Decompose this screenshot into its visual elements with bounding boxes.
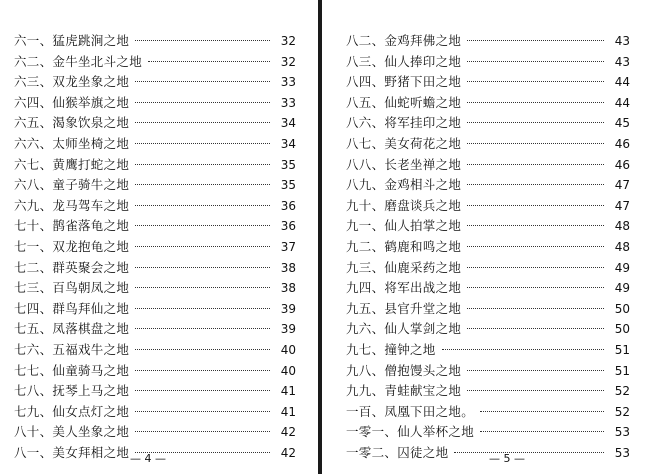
toc-entry — [346, 381, 630, 402]
dot-leader — [135, 431, 270, 432]
toc-entry-page: 53 — [614, 445, 630, 460]
toc-entry — [14, 155, 296, 176]
toc-entry-title: 九八、僧抱馒头之地 — [346, 362, 462, 378]
dot-leader — [135, 349, 270, 350]
toc-entry-page: 40 — [280, 342, 296, 357]
toc-list-right — [346, 31, 630, 463]
toc-entry-title: 七二、群英聚会之地 — [14, 259, 130, 275]
toc-entry — [14, 381, 296, 402]
toc-entry — [14, 361, 296, 382]
dot-leader — [467, 328, 604, 329]
toc-entry-page: 35 — [280, 157, 296, 172]
toc-entry-page: 36 — [280, 198, 296, 213]
toc-entry-page: 33 — [280, 75, 296, 90]
toc-entry-title: 八六、将军挂印之地 — [346, 115, 462, 131]
toc-entry-page: 38 — [280, 281, 296, 296]
dot-leader — [454, 452, 604, 453]
book-spine — [318, 0, 322, 474]
dot-leader — [442, 349, 604, 350]
toc-entry-title: 八三、仙人捧印之地 — [346, 53, 462, 69]
page-number-left: — 4 — — [130, 452, 166, 465]
dot-leader — [135, 328, 270, 329]
dot-leader — [467, 81, 604, 82]
toc-entry — [346, 443, 630, 464]
dot-leader — [135, 205, 270, 206]
toc-entry-title: 六三、双龙坐象之地 — [14, 74, 130, 90]
dot-leader — [467, 40, 604, 41]
toc-entry-title: 六七、黄鹰打蛇之地 — [14, 156, 130, 172]
toc-entry — [346, 113, 630, 134]
toc-entry — [14, 319, 296, 340]
toc-entry-title: 七四、群鸟拜仙之地 — [14, 300, 130, 316]
toc-entry-title: 一零二、囚徒之地 — [346, 444, 449, 460]
toc-entry-title: 六四、仙猴举旗之地 — [14, 94, 130, 110]
dot-leader — [135, 81, 270, 82]
toc-entry — [14, 402, 296, 423]
toc-entry-page: 52 — [614, 384, 630, 399]
toc-entry — [14, 175, 296, 196]
toc-entry-title: 八二、金鸡拜佛之地 — [346, 33, 462, 48]
toc-entry-page: 49 — [614, 260, 630, 275]
toc-entry — [14, 340, 296, 361]
toc-entry-page: 53 — [614, 425, 630, 440]
toc-entry-title: 六二、金牛坐北斗之地 — [14, 53, 143, 69]
toc-entry — [14, 216, 296, 237]
toc-entry — [14, 422, 296, 443]
dot-leader — [467, 164, 604, 165]
toc-entry — [346, 196, 630, 217]
toc-entry — [346, 422, 630, 443]
toc-entry-page: 35 — [280, 178, 296, 193]
toc-entry — [14, 134, 296, 155]
toc-entry-title: 九二、鹤鹿和鸣之地 — [346, 238, 462, 254]
toc-entry-title: 六五、渴象饮泉之地 — [14, 115, 130, 131]
dot-leader — [467, 184, 604, 185]
toc-entry-page: 47 — [614, 178, 630, 193]
toc-entry-title: 七十、鹊雀落龟之地 — [14, 218, 130, 234]
dot-leader — [467, 370, 604, 371]
toc-entry-title: 七八、抚琴上马之地 — [14, 383, 130, 399]
toc-entry — [14, 196, 296, 217]
toc-entry-title: 八九、金鸡相斗之地 — [346, 177, 462, 193]
toc-entry-page: 40 — [280, 363, 296, 378]
dot-leader — [135, 390, 270, 391]
dot-leader — [135, 102, 270, 103]
toc-entry-title: 八一、美女拜相之地 — [14, 444, 130, 460]
toc-entry-page: 44 — [614, 95, 630, 110]
toc-entry-title: 一百、凤凰下田之地。 — [346, 403, 475, 419]
dot-leader — [135, 246, 270, 247]
toc-entry-title: 一零一、仙人举杯之地 — [346, 424, 475, 440]
toc-entry-page: 44 — [614, 75, 630, 90]
toc-entry-title: 九九、青蛙献宝之地 — [346, 383, 462, 399]
toc-entry — [14, 258, 296, 279]
toc-entry-page: 47 — [614, 198, 630, 213]
toc-entry-title: 七三、百鸟朝凤之地 — [14, 280, 130, 296]
dot-leader — [467, 390, 604, 391]
right-page — [324, 0, 651, 474]
toc-entry-title: 六六、太师坐椅之地 — [14, 135, 130, 151]
toc-entry — [346, 340, 630, 361]
dot-leader — [467, 225, 604, 226]
toc-entry — [346, 175, 630, 196]
dot-leader — [135, 267, 270, 268]
dot-leader — [467, 267, 604, 268]
toc-entry — [14, 278, 296, 299]
toc-entry-page: 34 — [280, 136, 296, 151]
toc-entry-title: 九一、仙人拍掌之地 — [346, 218, 462, 234]
dot-leader — [135, 40, 270, 41]
dot-leader — [135, 143, 270, 144]
toc-entry-page: 51 — [614, 363, 630, 378]
toc-entry-page: 42 — [280, 445, 296, 460]
toc-entry-title: 九五、县官升堂之地 — [346, 300, 462, 316]
dot-leader — [467, 122, 604, 123]
dot-leader — [480, 411, 604, 412]
dot-leader — [135, 308, 270, 309]
toc-entry-title: 七六、五福戏牛之地 — [14, 341, 130, 357]
toc-entry — [346, 402, 630, 423]
toc-entry-title: 九十、磨盘谈兵之地 — [346, 197, 462, 213]
page-number-right: — 5 — — [489, 452, 525, 465]
left-page — [0, 0, 318, 474]
toc-entry-page: 50 — [614, 322, 630, 337]
toc-entry-title: 九四、将军出战之地 — [346, 280, 462, 296]
toc-entry-page: 42 — [280, 425, 296, 440]
toc-entry — [14, 72, 296, 93]
toc-entry-title: 六一、猛虎跳涧之地 — [14, 33, 130, 48]
dot-leader — [148, 61, 270, 62]
toc-entry — [346, 72, 630, 93]
toc-entry-page: 38 — [280, 260, 296, 275]
toc-entry-page: 45 — [614, 116, 630, 131]
toc-entry-title: 八四、野猪下田之地 — [346, 74, 462, 90]
toc-entry-page: 49 — [614, 281, 630, 296]
toc-entry — [346, 278, 630, 299]
toc-entry — [346, 216, 630, 237]
dot-leader — [135, 122, 270, 123]
toc-entry — [14, 31, 296, 52]
dot-leader — [135, 370, 270, 371]
toc-entry — [346, 155, 630, 176]
toc-entry — [14, 299, 296, 320]
toc-entry-page: 33 — [280, 95, 296, 110]
toc-entry — [346, 258, 630, 279]
toc-entry-page: 46 — [614, 157, 630, 172]
dot-leader — [467, 102, 604, 103]
dot-leader — [467, 287, 604, 288]
toc-entry-title: 七九、仙女点灯之地 — [14, 403, 130, 419]
toc-entry-page: 34 — [280, 116, 296, 131]
toc-entry — [14, 113, 296, 134]
toc-entry — [346, 237, 630, 258]
toc-entry-title: 九七、撞钟之地 — [346, 341, 436, 357]
toc-entry — [346, 93, 630, 114]
toc-entry — [14, 93, 296, 114]
toc-entry — [346, 31, 630, 52]
toc-entry-page: 36 — [280, 219, 296, 234]
toc-entry-page: 37 — [280, 239, 296, 254]
toc-entry-title: 六九、龙马驾车之地 — [14, 197, 130, 213]
toc-entry-page: 39 — [280, 322, 296, 337]
toc-entry — [14, 52, 296, 73]
toc-entry-page: 39 — [280, 301, 296, 316]
toc-entry-page: 32 — [280, 34, 296, 48]
toc-entry-page: 52 — [614, 404, 630, 419]
toc-entry — [346, 319, 630, 340]
toc-entry-page: 43 — [614, 54, 630, 69]
toc-entry-title: 七一、双龙抱龟之地 — [14, 238, 130, 254]
toc-entry — [346, 361, 630, 382]
dot-leader — [135, 411, 270, 412]
dot-leader — [480, 431, 604, 432]
toc-entry-page: 43 — [614, 34, 630, 48]
dot-leader — [467, 246, 604, 247]
toc-entry-page: 48 — [614, 239, 630, 254]
toc-entry — [14, 237, 296, 258]
toc-entry-title: 六八、童子骑牛之地 — [14, 177, 130, 193]
toc-entry-page: 46 — [614, 136, 630, 151]
toc-entry-title: 七七、仙童骑马之地 — [14, 362, 130, 378]
dot-leader — [467, 61, 604, 62]
dot-leader — [135, 184, 270, 185]
toc-entry-title: 八十、美人坐象之地 — [14, 424, 130, 440]
toc-entry-page: 48 — [614, 219, 630, 234]
dot-leader — [467, 308, 604, 309]
dot-leader — [467, 205, 604, 206]
toc-entry — [346, 134, 630, 155]
toc-entry-page: 41 — [280, 384, 296, 399]
toc-entry-title: 八五、仙蛇听蟾之地 — [346, 94, 462, 110]
dot-leader — [135, 287, 270, 288]
dot-leader — [135, 225, 270, 226]
toc-entry-title: 七五、凤落棋盘之地 — [14, 321, 130, 337]
toc-entry — [346, 52, 630, 73]
toc-entry — [346, 299, 630, 320]
toc-list-left — [14, 31, 296, 463]
toc-entry-page: 41 — [280, 404, 296, 419]
toc-entry-page: 32 — [280, 54, 296, 69]
toc-entry-title: 九三、仙鹿采药之地 — [346, 259, 462, 275]
dot-leader — [467, 143, 604, 144]
dot-leader — [135, 164, 270, 165]
toc-entry-page: 50 — [614, 301, 630, 316]
toc-entry-title: 九六、仙人掌剑之地 — [346, 321, 462, 337]
toc-entry-title: 八七、美女荷花之地 — [346, 135, 462, 151]
toc-entry-page: 51 — [614, 342, 630, 357]
toc-entry-title: 八八、长老坐禅之地 — [346, 156, 462, 172]
